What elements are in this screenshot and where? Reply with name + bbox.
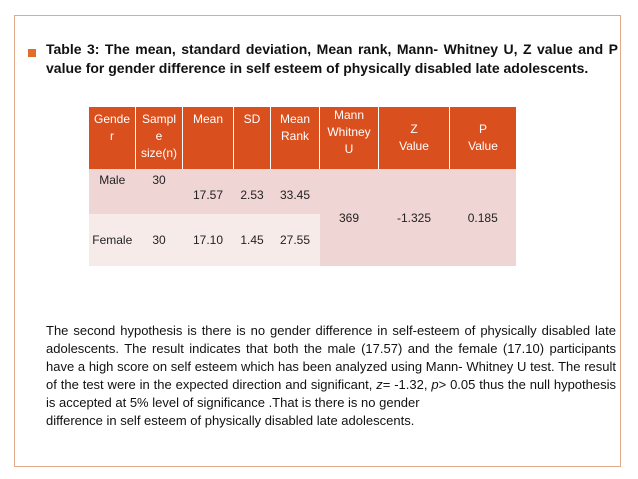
col-header-p-value: P Value — [450, 107, 517, 169]
col-header-mean: Mean — [183, 107, 234, 169]
cell-z-value: -1.325 — [379, 169, 450, 266]
cell-p-value: 0.185 — [450, 169, 517, 266]
table-row — [89, 169, 516, 214]
cell-mean: 17.10 — [183, 214, 234, 266]
paragraph-last-line: difference in self esteem of physically disabled late adolescents. — [46, 413, 415, 428]
cell-mean: 17.57 — [183, 169, 234, 214]
col-header-sd: SD — [234, 107, 271, 169]
hypothesis-paragraph: The second hypothesis is there is no gender difference in self-esteem of physically disabled late adolescents. The result indicates that both the male (17.57) and the female (17.10) participants have a high score on self esteem which has been analyzed using Mann- Whitney U test. The result of the test were in the expected direction and significant, z= -1.32, p> 0.05 thus the null hypothesis is accepted at 5% level of significance .That is there is no gender difference in self esteem of physically disabled late adolescents. — [46, 323, 617, 428]
table-caption: Table 3: The mean, standard deviation, Mean rank, Mann- Whitney U, Z value and P value for gender difference in self esteem of physically disabled late adolescents. — [46, 41, 618, 76]
cell-mean-rank: 27.55 — [271, 214, 320, 266]
cell-gender: Male — [89, 169, 136, 214]
col-header-mann-whitney-u: Mann Whitney U — [320, 107, 379, 169]
cell-sd: 2.53 — [234, 169, 271, 214]
cell-sd: 1.45 — [234, 214, 271, 266]
cell-sample-size: 30 — [136, 169, 183, 214]
cell-gender: Female — [89, 214, 136, 266]
table-header-row — [89, 107, 516, 169]
col-header-gender: Gende r — [89, 107, 136, 169]
col-header-sample-size: Sampl e size(n) — [136, 107, 183, 169]
z-symbol: z — [376, 377, 383, 392]
cell-sample-size: 30 — [136, 214, 183, 266]
col-header-mean-rank: Mean Rank — [271, 107, 320, 169]
p-symbol: p — [431, 377, 439, 392]
cell-mean-rank: 33.45 — [271, 169, 320, 214]
results-table — [89, 107, 516, 266]
col-header-z-value: Z Value — [379, 107, 450, 169]
cell-mann-whitney-u: 369 — [320, 169, 379, 266]
square-bullet-icon — [28, 49, 36, 57]
